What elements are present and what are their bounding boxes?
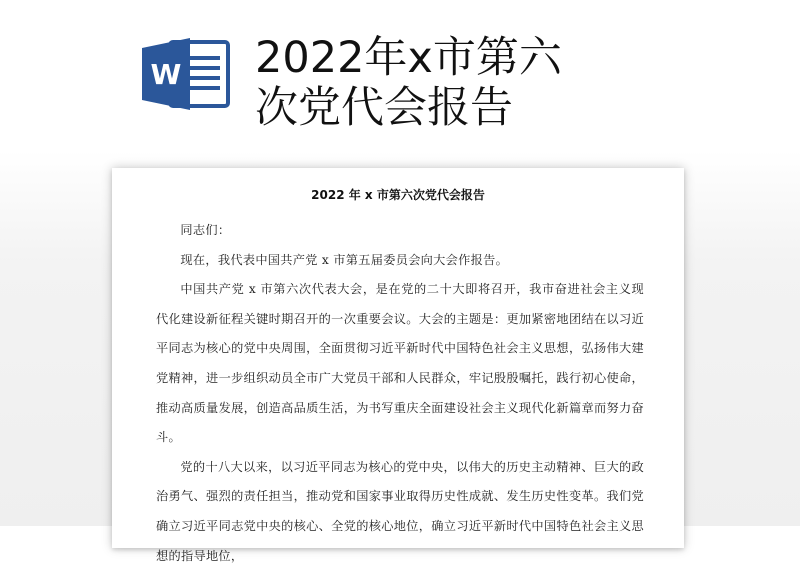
cover-title: 2022年x市第六 次党代会报告: [255, 33, 562, 133]
paragraph-salutation: 同志们：: [180, 223, 231, 237]
document-title: 2022 年 x 市第六次党代会报告: [311, 188, 485, 202]
paragraph: 现在，我代表中国共产党 x 市第五届委员会向大会作报告。: [180, 252, 509, 267]
paragraph: 中国共产党 x 市第六次代表大会，是在党的二十大即将召开，我市奋进社会主义现代化建设新征程关键时期召开的一次重要会议。大会的主题是：更加紧密地团结在以习近平同志为核心的党中央周围，全面贯彻习近平新时代中国特色社会主义思想，弘扬伟大建党精神，进一步组织动员全市广大党员干部和人民群众，牢记殷殷嘱托，践行初心使命，推动高质量发展，创造高品质生活，为书写重庆全面建设社会主义现代化新篇章而努力奋斗。: [156, 282, 644, 445]
document-body: [156, 216, 644, 571]
paragraph: 党的十八大以来，以习近平同志为核心的党中央，以伟大的历史主动精神、巨大的政治勇气、强烈的责任担当，推动党和国家事业取得历史性成就、发生历史性变革。我们党确立习近平同志党中央的核心、全党的核心地位，确立习近平新时代中国特色社会主义思想的指导地位，: [156, 459, 644, 563]
document-page: [112, 168, 684, 563]
cover-header: [0, 0, 800, 150]
svg-text:W: W: [150, 58, 182, 91]
word-icon: [140, 36, 232, 112]
